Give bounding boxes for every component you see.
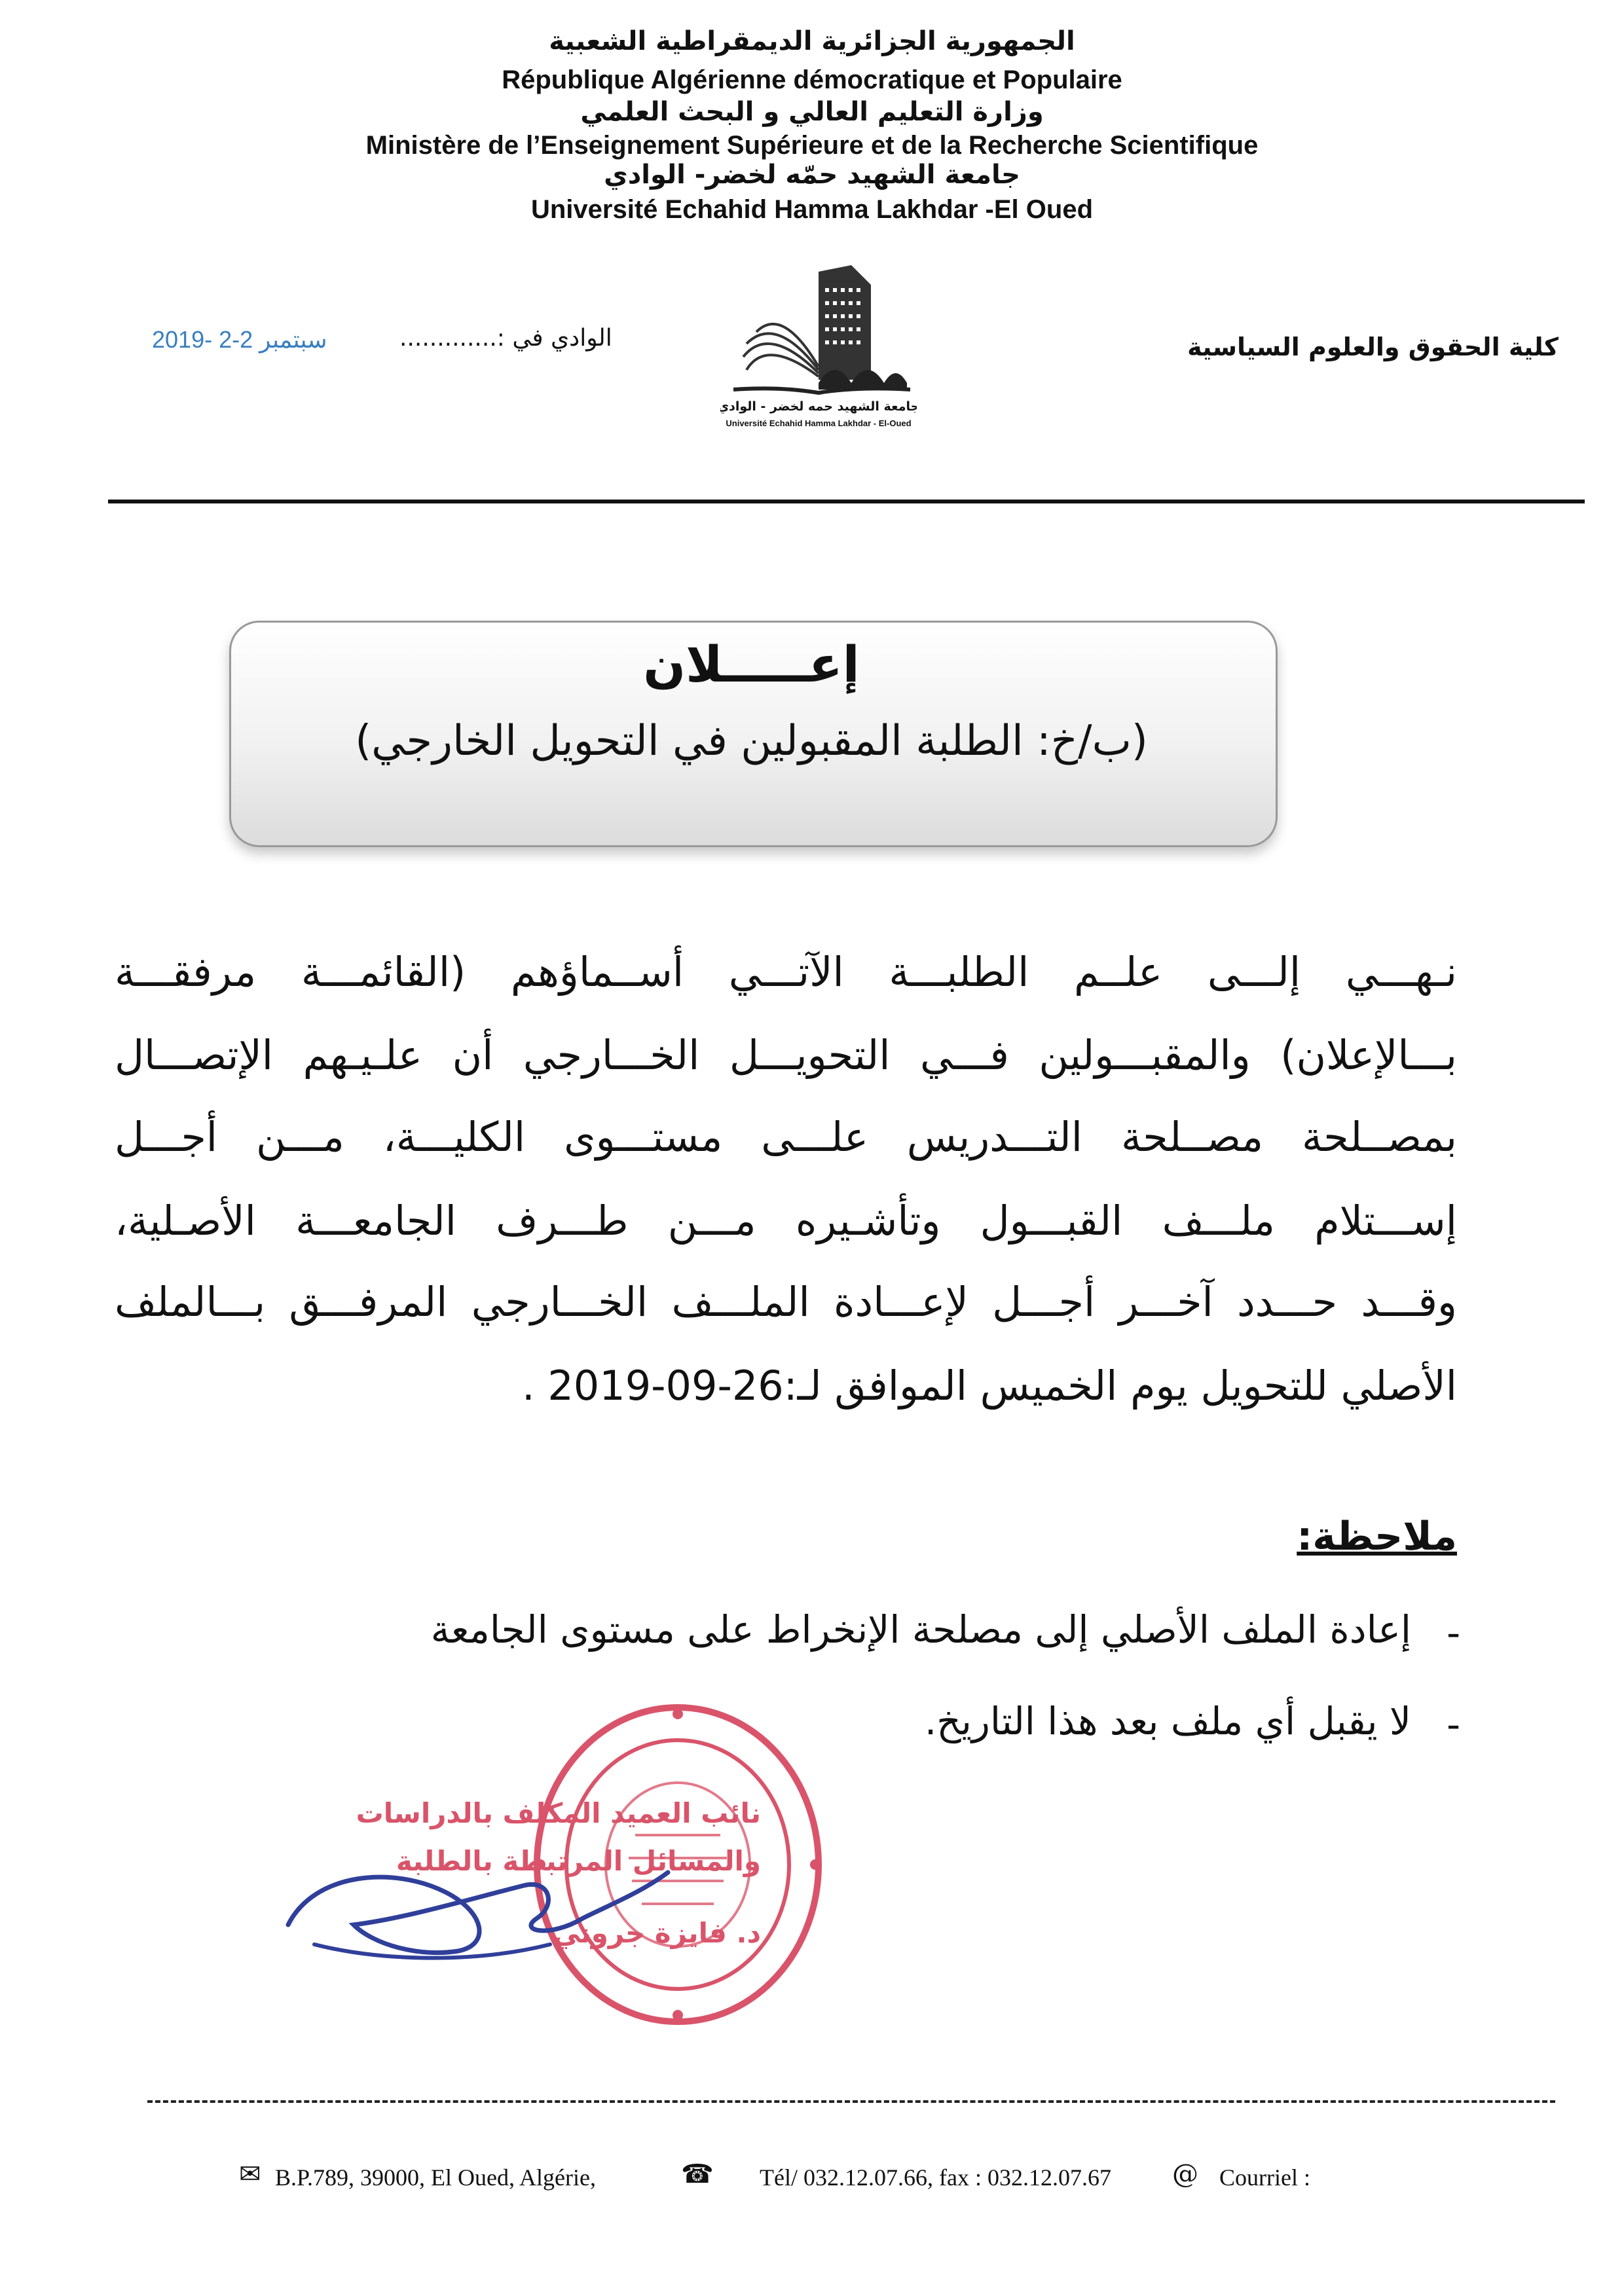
footer-address: B.P.789, 39000, El Oued, Algérie, xyxy=(275,2164,596,2191)
header-university-fr: Université Echahid Hamma Lakhdar -El Oued xyxy=(530,195,1094,224)
body-line-4: إســـتلام ملـــف القبـــول وتأشـيره مـــن طـــرف الجامعـــة الأصـلية، xyxy=(115,1197,1457,1245)
faculty-name: كلية الحقوق والعلوم السياسية xyxy=(1187,333,1559,361)
body-line-6: الأصلي للتحويل يوم الخميس الموافق لـ:26-09-2019 . xyxy=(521,1362,1457,1410)
at-sign-icon: @ xyxy=(1172,2159,1198,2189)
signatory-title-line-1: نائب العميد المكلف بالدراسات xyxy=(356,1797,761,1829)
header-country-fr: République Algérienne démocratique et Populaire xyxy=(502,65,1122,94)
telephone-icon: ☎ xyxy=(681,2159,714,2189)
note-bullet-dash: - xyxy=(1447,1702,1460,1747)
body-line-3: بمصــلحة مصــلحة التـــدريس علـــى مستـــوى الكليـــة، مـــن أجـــل xyxy=(115,1113,1457,1161)
note-title: ملاحظة: xyxy=(1297,1514,1457,1559)
footer-email-label: Courriel : xyxy=(1219,2164,1310,2191)
signatory-title-line-2: والمسائل المرتبطة بالطلبة xyxy=(396,1845,761,1877)
body-line-1: نـهـــي إلـــى علــم الطلبـــة الآتـــي أســماؤهم (القائمـــة مرفقـــة xyxy=(115,948,1457,996)
date-value: 2019- سبتمبر 2-2 xyxy=(152,326,327,353)
announcement-title: إعـــــلان xyxy=(643,635,860,693)
envelope-icon: ✉ xyxy=(239,2159,261,2189)
header-university-ar: جامعة الشهيد حمّه لخضر- الوادي xyxy=(604,160,1020,190)
date-label: الوادي في :............. xyxy=(399,325,612,352)
note-item-2: لا يقبل أي ملف بعد هذا التاريخ. xyxy=(924,1699,1411,1743)
signatory-name: د. فايزة جروني xyxy=(553,1917,761,1949)
handwritten-signature-icon xyxy=(275,1846,681,1977)
body-line-2: بـــالإعلان) والمقبـــولين فـــي التحويـــل الخـــارجي أن علـيـهم الإتصـــال xyxy=(115,1031,1457,1079)
header-ministry-fr: Ministère de l’Enseignement Supérieure et de la Recherche Scientifique xyxy=(365,131,1259,160)
body-line-5: وقـــد حـــدد آخـــر أجـــل لإعـــادة الملـــف الخـــارجي المرفـــق بـــالملف xyxy=(115,1278,1457,1326)
footer-phone-fax: Tél/ 032.12.07.66, fax : 032.12.07.67 xyxy=(760,2164,1111,2191)
announcement-subtitle: (ب/خ: الطلبة المقبولين في التحويل الخارجي) xyxy=(355,717,1148,765)
note-item-1: إعادة الملف الأصلي إلى مصلحة الإنخراط على مستوى الجامعة xyxy=(430,1607,1411,1652)
logo-caption-ar: جامعة الشهيد حمه لخضر - الوادي xyxy=(720,399,917,414)
header-ministry-ar: وزارة التعليم العالي و البحث العلمي xyxy=(580,97,1044,127)
footer-divider xyxy=(147,2100,1555,2103)
logo-caption-fr: Université Echahid Hamma Lakhdar - El-Oued xyxy=(726,418,912,428)
note-bullet-dash: - xyxy=(1447,1611,1460,1655)
header-divider xyxy=(108,500,1585,503)
header-country-ar: الجمهورية الجزائرية الديمقراطية الشعبية xyxy=(549,26,1075,56)
university-logo-icon xyxy=(720,259,917,435)
